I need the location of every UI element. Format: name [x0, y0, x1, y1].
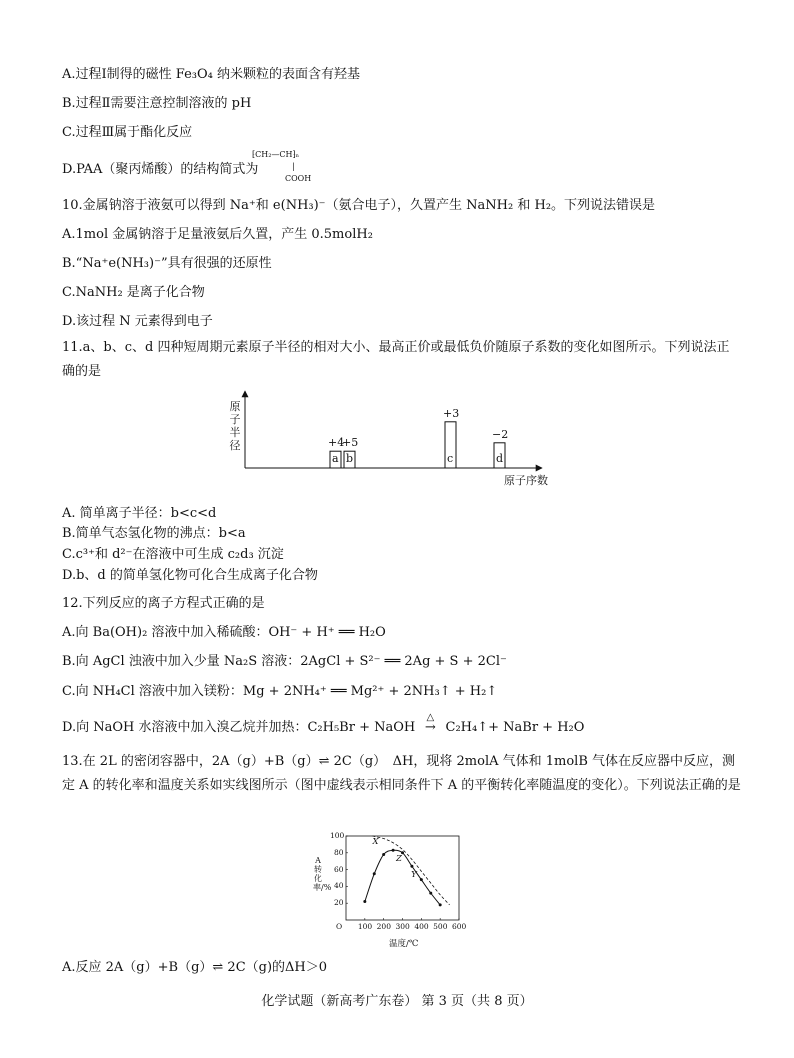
heat-arrow: [421, 712, 439, 737]
q12-option-d-reactants: D.向 NaOH 水溶液中加入溴乙烷并加热：C₂H₅Br + NaOH: [62, 720, 416, 735]
reaction-arrow: →: [424, 720, 436, 735]
q12-option-d: [62, 712, 585, 737]
q10-option-c: C.NaNH₂ 是离子化合物: [62, 285, 205, 300]
x-tick-label: 300: [395, 922, 410, 931]
q9-option-c: C.过程Ⅲ属于酯化反应: [62, 125, 193, 140]
q12-stem: 12.下列反应的离子方程式正确的是: [62, 596, 265, 611]
chart1-y-label: 原子半径: [229, 400, 241, 452]
point-label-y: Y: [411, 870, 417, 881]
q12-option-b: B.向 AgCl 浊液中加入少量 Na₂S 溶液：2AgCl + S²⁻ ══ 2Ag + S + 2Cl⁻: [62, 654, 507, 669]
bar-label-d: d: [496, 452, 504, 465]
q10-option-a: A.1mol 金属钠溶于足量液氨后久置，产生 0.5molH₂: [62, 227, 373, 242]
q11-option-c: C.c³⁺和 d²⁻在溶液中可生成 c₂d₃ 沉淀: [62, 547, 284, 562]
y-tick-label: 40: [334, 881, 344, 891]
y-tick-label: 20: [334, 898, 344, 908]
valence-label-b: +5: [342, 436, 359, 450]
data-point: [363, 900, 366, 903]
q10-option-b: B.“Na⁺e(NH₃)⁻”具有很强的还原性: [62, 256, 272, 271]
paa-structure-formula: [252, 150, 362, 190]
x-tick-label: 100: [357, 922, 373, 931]
page-footer: 化学试题（新高考广东卷） 第 3 页（共 8 页）: [261, 994, 533, 1009]
q13-stem: 13.在 2L 的密闭容器中，2A（g）+B（g）⇌ 2C（g） ΔH，现将 2molA 气体和 1molB 气体在反应器中反应，测定 A 的转化率和温度关系如实线图所示（图中虚线表示相同条件下 A 的平衡转化率随温度的变化）。下列说法正确的是: [62, 754, 741, 793]
q11-option-a: A. 简单离子半径：b<c<d: [62, 506, 217, 521]
atomic-radius-chart: [228, 385, 558, 490]
data-point: [373, 872, 376, 875]
data-point: [439, 903, 442, 906]
y-tick-label: 100: [330, 831, 345, 840]
plot-frame: [346, 836, 459, 920]
valence-label-d: −2: [492, 427, 509, 441]
point-label-z: Z: [396, 853, 402, 864]
q13-option-a: A.反应 2A（g）+B（g）⇌ 2C（g)的ΔH＞0: [62, 960, 328, 975]
x-tick-label: 600: [452, 922, 467, 931]
q12-option-c: C.向 NH₄Cl 溶液中加入镁粉：Mg + 2NH₄⁺ ══ Mg²⁺ + 2NH₃↑ + H₂↑: [62, 684, 498, 699]
q11-option-b: B.简单气态氢化物的沸点：b<a: [62, 526, 246, 541]
q9-option-b: B.过程Ⅱ需要注意控制溶液的 pH: [62, 96, 252, 111]
y-tick-label: 80: [334, 847, 344, 857]
point-label-x: X: [372, 836, 379, 847]
q9-option-d: D.PAA（聚丙烯酸）的结构简式为: [62, 162, 259, 177]
q9-option-a: A.过程Ⅰ制得的磁性 Fe₃O₄ 纳米颗粒的表面含有羟基: [62, 67, 361, 82]
bar-label-b: b: [346, 452, 354, 465]
paa-cooh-group: COOH: [285, 174, 312, 183]
data-point: [420, 878, 423, 881]
q11-option-d: D.b、d 的简单氢化物可化合生成离子化合物: [62, 568, 318, 583]
q12-option-a: A.向 Ba(OH)₂ 溶液中加入稀硫酸：OH⁻ + H⁺ ══ H₂O: [62, 625, 386, 640]
x-tick-label: 500: [433, 922, 448, 931]
q12-option-d-products: C₂H₄↑+ NaBr + H₂O: [445, 720, 585, 735]
x-tick-label: 200: [376, 922, 391, 931]
x-tick-label: O: [336, 922, 343, 931]
conversion-temperature-chart: [313, 826, 475, 950]
data-point: [410, 865, 413, 868]
bar-label-a: a: [332, 452, 339, 465]
valence-label-a: +4: [328, 436, 345, 450]
paa-branch-bond: |: [292, 162, 295, 171]
chart2-x-label: 温度/℃: [389, 939, 419, 949]
heat-symbol: △: [426, 712, 435, 723]
q11-stem: 11.a、b、c、d 四种短周期元素原子半径的相对大小、最高正价或最低负价随原子系数的变化如图所示。下列说法正确的是: [62, 340, 730, 379]
x-tick-label: 400: [414, 922, 429, 931]
q10-stem: 10.金属钠溶于液氨可以得到 Na⁺和 e(NH₃)⁻（氨合电子），久置产生 NaNH₂ 和 H₂。下列说法错误是: [62, 198, 656, 213]
data-point: [382, 853, 385, 856]
data-point: [392, 849, 395, 852]
chart2-y-label: A转化率/%: [313, 856, 332, 892]
chart1-x-label: 原子序数: [504, 474, 548, 487]
measured-curve-solid: [365, 850, 440, 905]
q10-option-d: D.该过程 N 元素得到电子: [62, 314, 213, 329]
paa-chain: ⁅CH₂—CH⁆ₙ: [252, 150, 300, 159]
valence-label-c: +3: [443, 406, 460, 420]
bar-label-c: c: [447, 452, 454, 465]
data-point: [429, 892, 432, 895]
y-tick-label: 60: [334, 864, 344, 874]
